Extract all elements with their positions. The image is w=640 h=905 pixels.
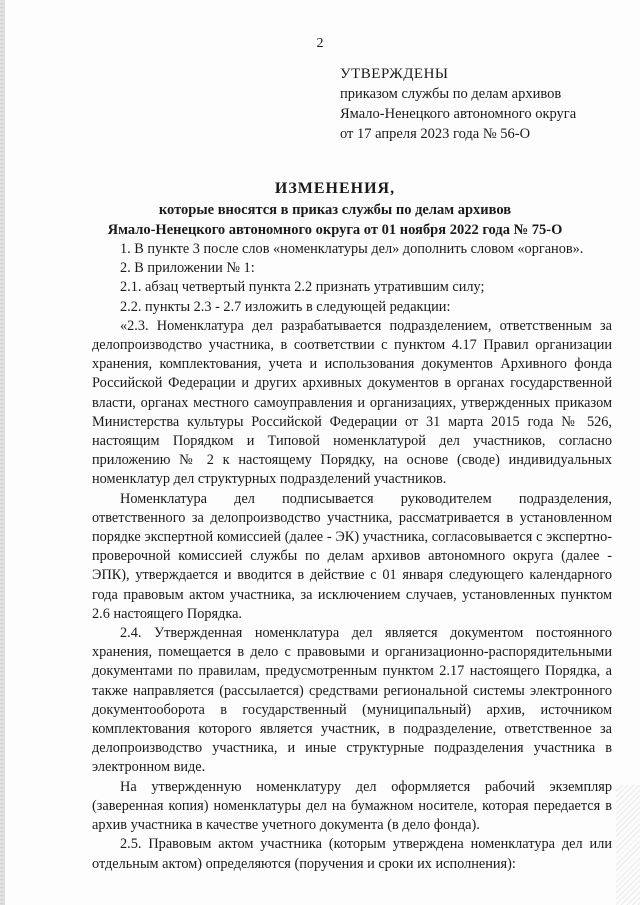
scan-corner-artifact xyxy=(616,785,640,905)
scan-edge-artifact xyxy=(0,0,5,905)
title-heading: ИЗМЕНЕНИЯ, xyxy=(274,180,396,197)
approval-line: от 17 апреля 2023 года № 56-О xyxy=(340,126,531,142)
body-paragraph: 2.1. абзац четвертый пункта 2.2 признать утратившим силу; xyxy=(120,279,485,296)
title-line: Ямало-Ненецкого автономного округа от 01 ноября 2022 года № 75-О xyxy=(107,222,563,238)
title-line: которые вносятся в приказ службы по делам архивов xyxy=(158,202,512,218)
body-paragraph: Номенклатура дел подписывается руководителем подразделения, ответственного за делопроизводство участника, рассматривается в установленном порядке экспертной комиссией (далее - ЭК) участника, согласовывается с экспертно-проверочной комиссией службы по делам архивов автономного округа (далее - ЭПК), утверждается и вводится в действие с 01 января следующего календарного года правовым актом участника, за исключением случаев, установленных пунктом 2.6 настоящего Порядка. xyxy=(92,490,612,622)
body-paragraph: «2.3. Номенклатура дел разрабатывается подразделением, ответственным за делопроизводство участника, в соответствии с пунктом 4.17 Правил организации хранения, комплектования, учета и использования документов Архивного фонда Российской Федерации и других архивных документов в органах государственной власти, органах местного самоуправления и организациях, утвержденных приказом Министерства культуры Российской Федерации от 31 марта 2015 года № 526, настоящим Порядком и Типовой номенклатурой дел участников, согласно приложению № 2 к настоящему Порядку, на основе (своде) индивидуальных номенклатур дел структурных подразделений участников. xyxy=(92,317,612,488)
approval-line: Ямало-Ненецкого автономного округа xyxy=(340,106,577,122)
body-paragraph: 2. В приложении № 1: xyxy=(120,260,255,277)
document-body xyxy=(92,240,612,874)
body-paragraph: 2.2. пункты 2.3 - 2.7 изложить в следующей редакции: xyxy=(120,298,451,315)
approval-heading: УТВЕРЖДЕНЫ xyxy=(340,66,449,82)
body-paragraph: 2.5. Правовым актом участника (которым утверждена номенклатура дел или отдельным актом) определяются (поручения и сроки их исполнения): xyxy=(92,836,612,872)
document-title xyxy=(70,178,600,240)
body-paragraph: 1. В пункте 3 после слов «номенклатуры дел» дополнить словом «органов». xyxy=(120,241,584,257)
approval-line: приказом службы по делам архивов xyxy=(340,86,562,102)
page-number: 2 xyxy=(316,36,324,51)
body-paragraph: 2.4. Утвержденная номенклатура дел является документом постоянного хранения, помещается в дело с правовыми и организационно-распорядительными документами по правилам, предусмотренным пунктом 2.17 настоящего Порядка, а также направляется (рассылается) средствами региональной системы электронного документооборота в государственный (муниципальный) архив, источником комплектования которого является участник, в подразделение, ответственное за делопроизводство участника, и иные структурные подразделения участника в электронном виде. xyxy=(92,625,612,776)
body-paragraph: На утвержденную номенклатуру дел оформляется рабочий экземпляр (заверенная копия) номенклатуры дел на бумажном носителе, которая передается в архив участника в качестве учетного документа (в дело фонда). xyxy=(92,778,612,834)
approval-block xyxy=(340,64,576,144)
